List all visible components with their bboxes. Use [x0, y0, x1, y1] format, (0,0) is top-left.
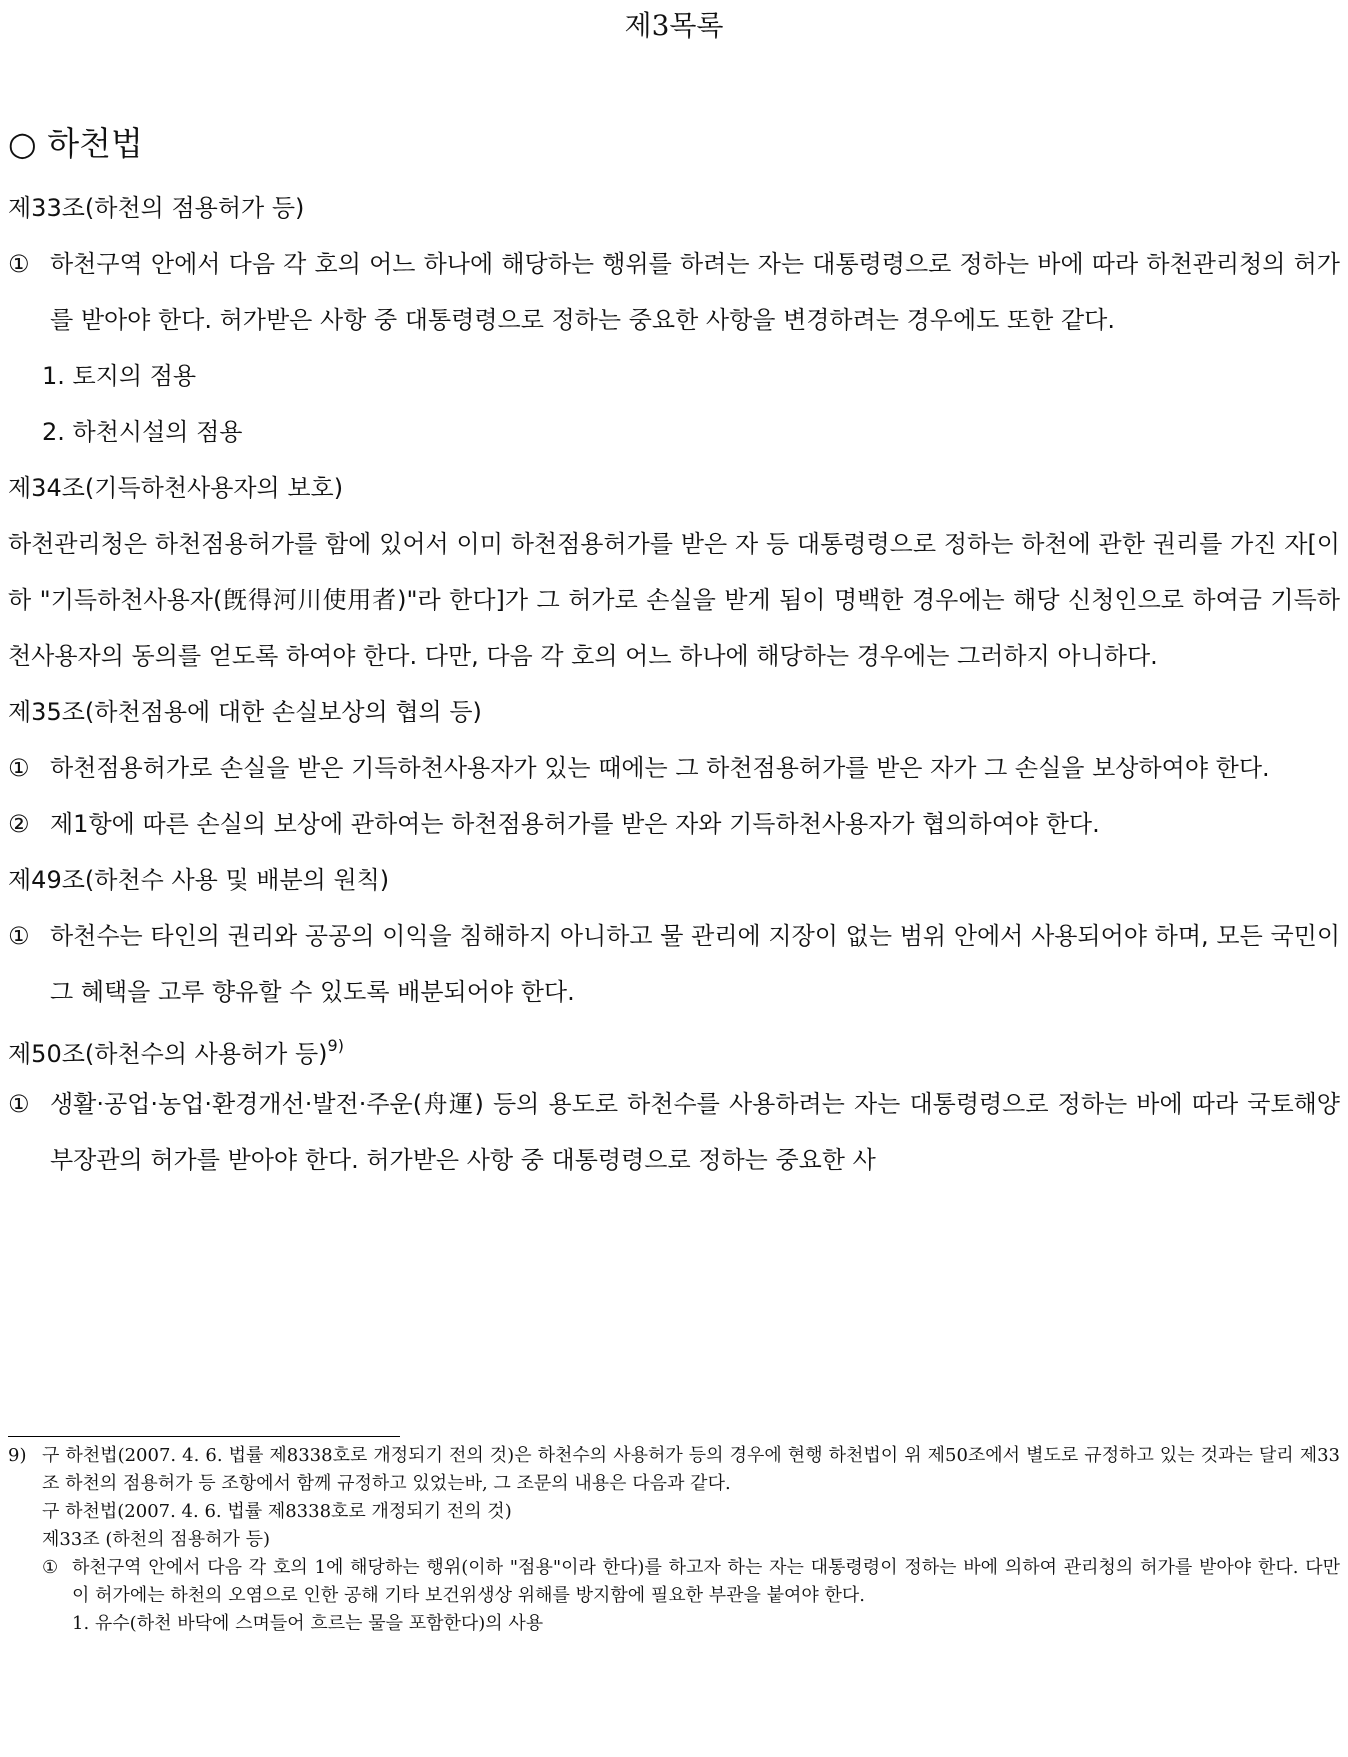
article-33-clause-1	[8, 236, 1340, 348]
footnote-entry	[8, 1442, 1340, 1498]
footnote-reference[interactable]: 9)	[327, 1036, 344, 1055]
article-34-text: 하천관리청은 하천점용허가를 함에 있어서 이미 하천점용허가를 받은 자 등 대통령령으로 정하는 하천에 관한 권리를 가진 자[이하 "기득하천사용자(旣得河川使用者)"라 한다]가 그 허가로 손실을 받게 됨이 명백한 경우에는 해당 신청인으로 하여금 기득하천사용자의 동의를 얻도록 하여야 한다. 다만, 다음 각 호의 어느 하나에 해당하는 경우에는 그러하지 아니하다.	[8, 530, 1340, 670]
clause-text: 생활·공업·농업·환경개선·발전·주운(舟運) 등의 용도로 하천수를 사용하려는 자는 대통령령으로 정하는 바에 따라 국토해양부장관의 허가를 받아야 한다. 허가받은 사항 중 대통령령으로 정하는 중요한 사	[50, 1090, 1340, 1174]
clause-text: 제1항에 따른 손실의 보상에 관하여는 하천점용허가를 받은 자와 기득하천사용자가 협의하여야 한다.	[50, 810, 1100, 838]
article-33-item-2: 2. 하천시설의 점용	[42, 418, 243, 446]
footnote-law-title: 구 하천법(2007. 4. 6. 법률 제8338호로 개정되기 전의 것)	[42, 1501, 512, 1522]
clause-text: 하천구역 안에서 다음 각 호의 1에 해당하는 행위(이하 "점용"이라 한다)를 하고자 하는 자는 대통령령이 정하는 바에 의하여 관리청의 허가를 받아야 한다. 다만 이 허가에는 하천의 오염으로 인한 공해 기타 보건위생상 위해를 방지함에 필요한 부관을 붙여야 한다.	[72, 1557, 1340, 1606]
footnote-text: 구 하천법(2007. 4. 6. 법률 제8338호로 개정되기 전의 것)은 하천수의 사용허가 등의 경우에 현행 하천법이 위 제50조에서 별도로 규정하고 있는 것과는 달리 제33조 하천의 점용허가 등 조항에서 함께 규정하고 있었는바, 그 조문의 내용은 다음과 같다.	[42, 1445, 1340, 1494]
clause-text: 하천점용허가로 손실을 받은 기득하천사용자가 있는 때에는 그 하천점용허가를 받은 자가 그 손실을 보상하여야 한다.	[50, 754, 1270, 782]
footnote	[8, 1442, 1340, 1638]
clause-mark: ①	[8, 1090, 30, 1118]
article-50-clause-1	[8, 1076, 1340, 1188]
footnote-article-heading: 제33조 (하천의 점용허가 등)	[42, 1529, 270, 1550]
clause-mark: ②	[8, 810, 30, 838]
clause-mark: ①	[8, 922, 30, 950]
clause-text: 하천구역 안에서 다음 각 호의 어느 하나에 해당하는 행위를 하려는 자는 대통령령으로 정하는 바에 따라 하천관리청의 허가를 받아야 한다. 허가받은 사항 중 대통령령으로 정하는 중요한 사항을 변경하려는 경우에도 또한 같다.	[50, 250, 1340, 334]
section-title: ○ 하천법	[8, 124, 143, 163]
article-49-heading: 제49조(하천수 사용 및 배분의 원칙)	[8, 866, 390, 894]
article-34-heading: 제34조(기득하천사용자의 보호)	[8, 474, 344, 502]
footnote-item-1: 1. 유수(하천 바닥에 스며들어 흐르는 물을 포함한다)의 사용	[72, 1613, 544, 1634]
footnote-mark: 9)	[8, 1445, 27, 1466]
footnote-divider	[8, 1436, 400, 1437]
article-49-clause-1	[8, 908, 1340, 1020]
article-50-heading	[8, 1020, 1340, 1076]
footnote-clause-1	[8, 1554, 1340, 1610]
clause-mark: ①	[42, 1557, 59, 1578]
article-50-heading-text: 제50조(하천수의 사용허가 등)	[8, 1040, 328, 1068]
article-33-heading: 제33조(하천의 점용허가 등)	[8, 194, 305, 222]
page-header: 제3목록	[624, 9, 724, 42]
clause-mark: ①	[8, 754, 30, 782]
clause-text: 하천수는 타인의 권리와 공공의 이익을 침해하지 아니하고 물 관리에 지장이 없는 범위 안에서 사용되어야 하며, 모든 국민이 그 혜택을 고루 향유할 수 있도록 배분되어야 한다.	[50, 922, 1340, 1006]
document-body	[8, 180, 1340, 1188]
article-35-clause-2	[8, 796, 1340, 852]
article-33-item-1: 1. 토지의 점용	[42, 362, 197, 390]
article-35-heading: 제35조(하천점용에 대한 손실보상의 협의 등)	[8, 698, 482, 726]
clause-mark: ①	[8, 250, 30, 278]
article-35-clause-1	[8, 740, 1340, 796]
